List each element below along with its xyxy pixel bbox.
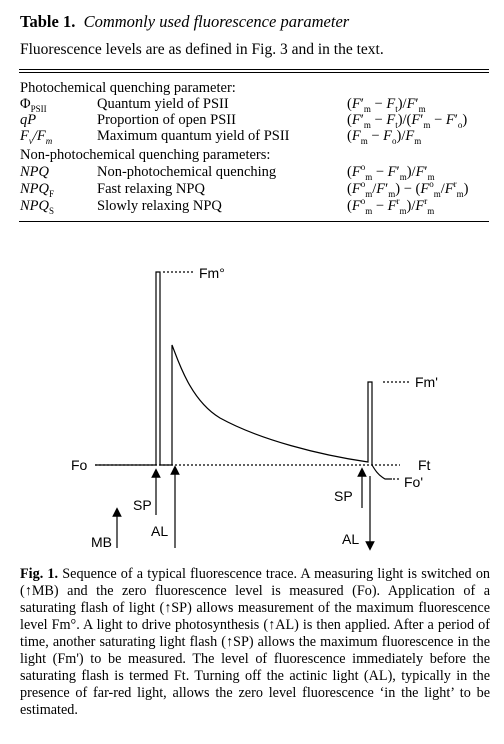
label-fm-prime: Fm' xyxy=(415,374,438,390)
row-desc-fvfm: Maximum quantum yield of PSII xyxy=(97,128,290,144)
label-sp2: SP xyxy=(334,488,353,504)
row-formula-fvfm: $(F_m - F_o)/F_m$ xyxy=(347,128,422,146)
row-formula-npqs: $(F^o_m - F^r_m)/F^r_m$ xyxy=(347,196,435,216)
row-formula-phipsii: $(F'_m - F_t)/F'_m$ xyxy=(347,96,426,114)
table-title: Commonly used fluorescence parameter xyxy=(83,12,350,31)
row-desc-phipsii: Quantum yield of PSII xyxy=(97,96,229,112)
label-fm0: Fm° xyxy=(199,265,225,281)
row-formula-qp: $(F'_m - F_t)/(F'_m - F'_o)$ xyxy=(347,112,468,130)
row-desc-npqs: Slowly relaxing NPQ xyxy=(97,198,222,214)
row-desc-npqf: Fast relaxing NPQ xyxy=(97,181,205,197)
table-top-rule xyxy=(19,69,489,70)
row-formula-npqf: $(F^o_m/F'_m) - (F^o_m/F^r_m)$ xyxy=(347,179,469,199)
row-symbol-npqf: $NPQ_F$ xyxy=(20,181,55,199)
label-fo-prime: Fo' xyxy=(404,474,424,490)
figure-caption xyxy=(20,566,490,719)
group-heading-nonphotochemical: Non-photochemical quenching parameters: xyxy=(20,147,271,163)
figure-label: Fig. 1. xyxy=(20,566,59,582)
table-bottom-rule xyxy=(19,221,489,222)
label-al1: AL xyxy=(151,523,169,539)
figure-caption-text: Sequence of a typical fluorescence trace. A measuring light is switched on (↑MB) and the zero fluorescence level is measured (Fo). Application of a saturating flash of light (↑SP) allows measurement of the maximum fluorescence level Fm°. A light to drive photosynthesis (↑AL) is then applied. After a period of time, another saturating light flash (↑SP) allows the maximum fluorescence in the light (Fm') to be measured. The level of fluorescence immediately before the saturating flash is termed Ft. Turning off the actinic light (AL), typically in the presence of far-red light, allows the zero level fluorescence ‘in the light’ to be estimated. xyxy=(20,566,490,718)
label-sp1: SP xyxy=(133,497,152,513)
row-symbol-fvfm: $F_v/F_m$ xyxy=(20,128,53,146)
row-desc-npq: Non-photochemical quenching xyxy=(97,164,277,180)
fluorescence-trace-figure xyxy=(0,250,504,560)
label-al2: AL xyxy=(342,531,360,547)
fluorescence-trace xyxy=(95,272,392,479)
table-top-rule-2 xyxy=(19,72,489,73)
label-ft: Ft xyxy=(418,457,431,473)
table-subcaption: Fluorescence levels are as defined in Fig. 3 and in the text. xyxy=(20,41,384,58)
row-symbol-npqs: $NPQ_S$ xyxy=(20,198,55,216)
row-symbol-phipsii: $\Phi_{PSII}$ xyxy=(20,96,47,114)
row-symbol-qp: qP xyxy=(20,112,37,128)
group-heading-photochemical: Photochemical quenching parameter: xyxy=(20,80,236,96)
row-symbol-npq: NPQ xyxy=(20,164,49,180)
label-mb: MB xyxy=(91,534,112,550)
label-fo: Fo xyxy=(71,457,88,473)
row-desc-qp: Proportion of open PSII xyxy=(97,112,236,128)
row-formula-npq: $(F^o_m - F'_m)/F'_m$ xyxy=(347,162,435,182)
table-label: Table 1. xyxy=(20,12,76,31)
table-caption xyxy=(20,12,349,32)
